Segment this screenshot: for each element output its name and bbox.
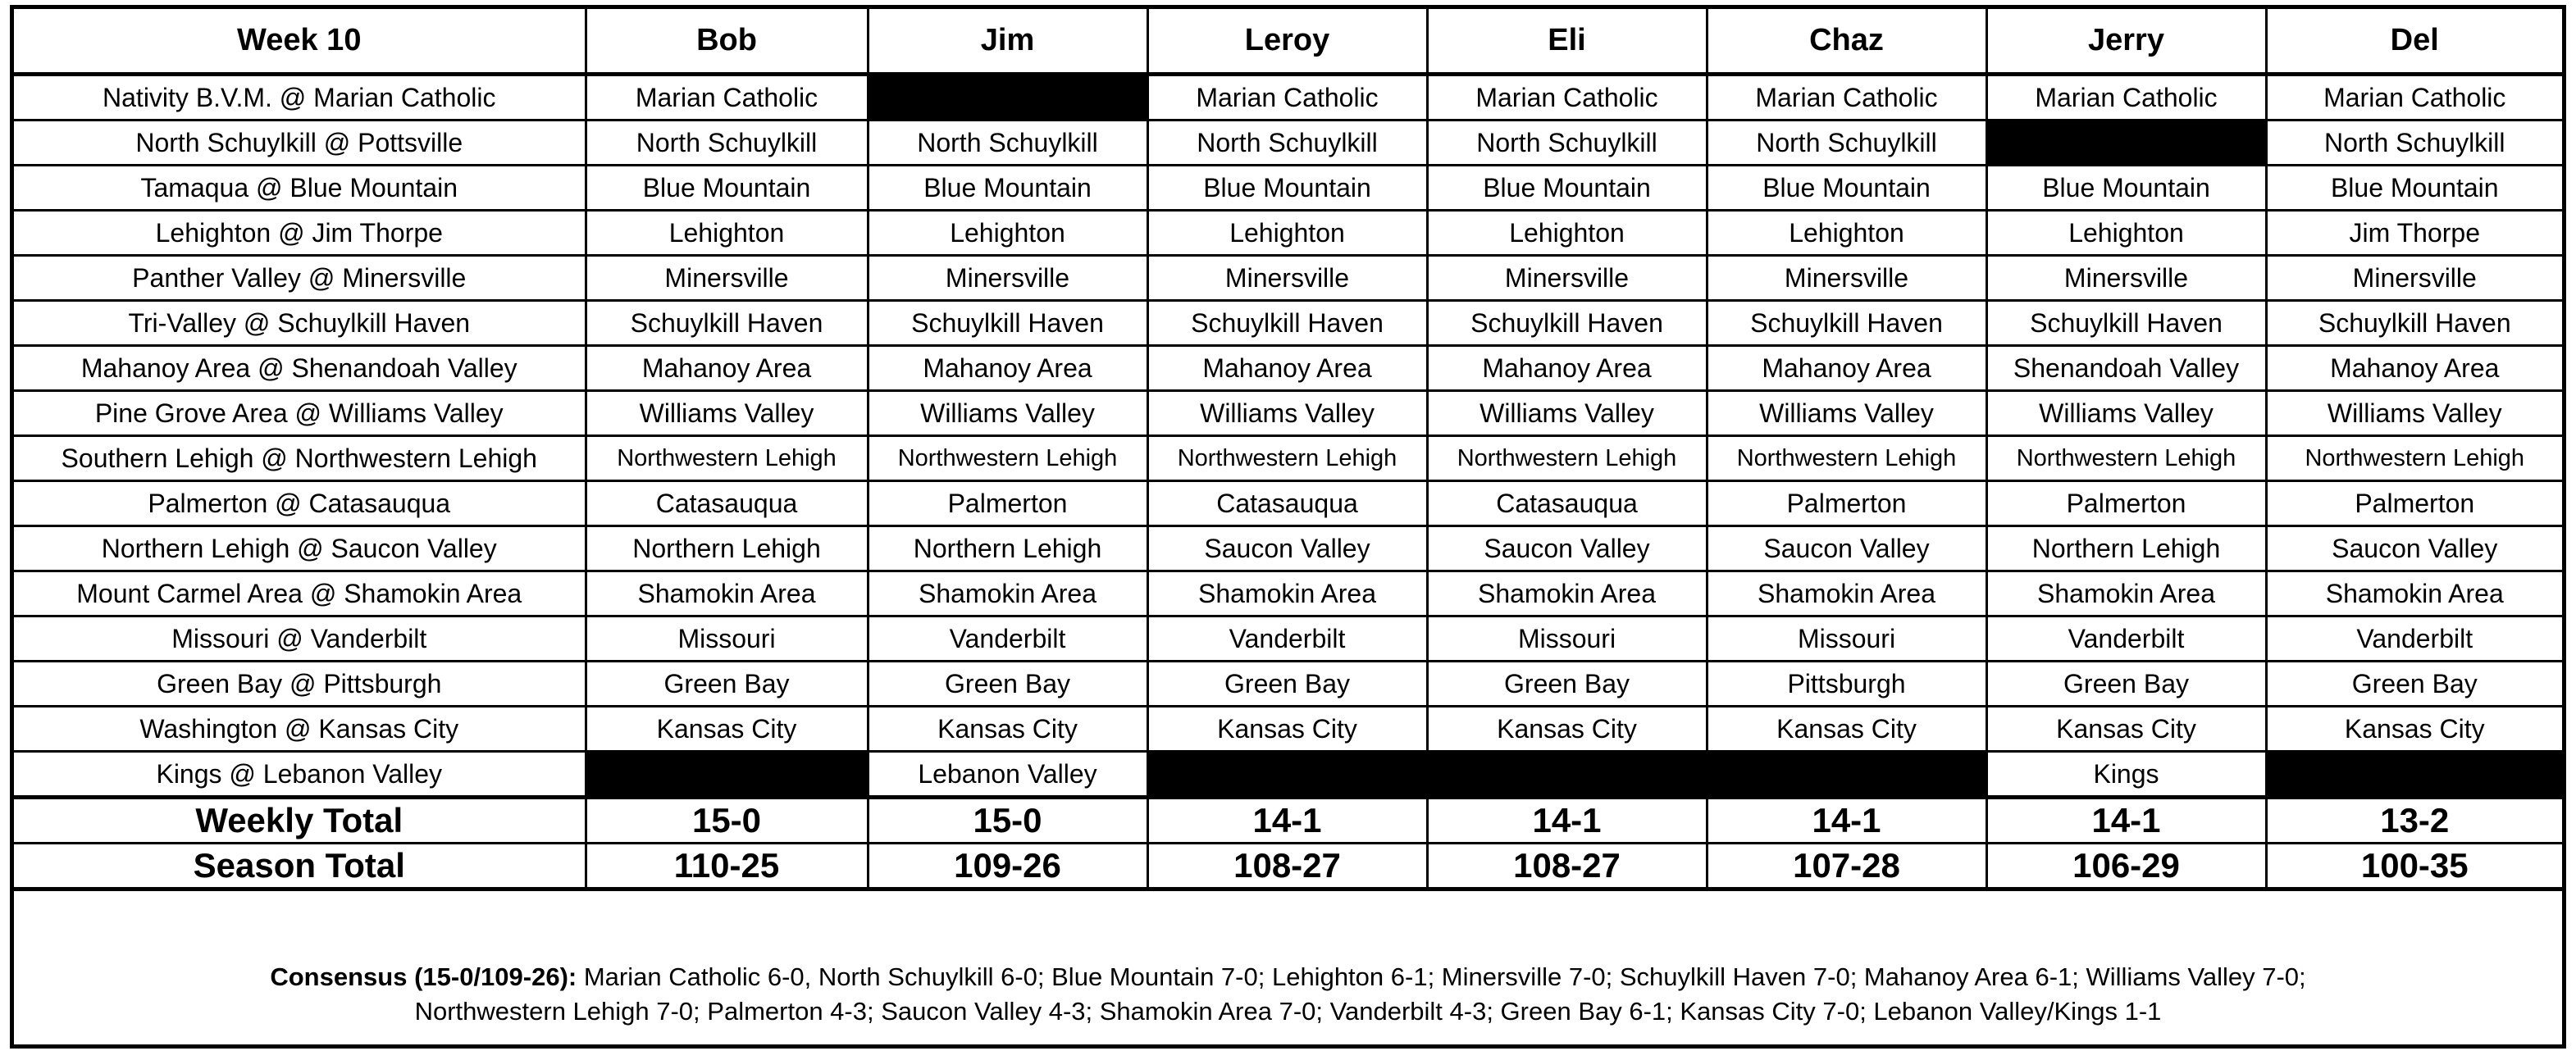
weekly-total-cell: 13-2 bbox=[2266, 798, 2562, 844]
pick-cell: North Schuylkill bbox=[1427, 121, 1707, 166]
game-row bbox=[14, 436, 2562, 481]
pick-cell: Schuylkill Haven bbox=[586, 301, 868, 346]
pick-cell: Saucon Valley bbox=[2266, 526, 2562, 571]
pick-cell: Williams Valley bbox=[1427, 391, 1707, 436]
pick-cell: Marian Catholic bbox=[1707, 75, 1986, 121]
consensus-box bbox=[14, 944, 2562, 1044]
pick-cell: Kansas City bbox=[1427, 707, 1707, 752]
picker-header: Bob bbox=[586, 9, 868, 75]
pick-cell: Kansas City bbox=[868, 707, 1147, 752]
picks-sheet bbox=[10, 5, 2566, 1049]
weekly-total-cell: 14-1 bbox=[1986, 798, 2266, 844]
consensus-text: Marian Catholic 6-0, North Schuylkill 6-0; Blue Mountain 7-0; Lehighton 6-1; Minersville 7-0; Schuylkill Haven 7-0; Mahanoy Area 6-1; Williams Valley 7-0; bbox=[583, 962, 2306, 991]
pick-cell: Saucon Valley bbox=[1427, 526, 1707, 571]
matchup-cell: North Schuylkill @ Pottsville bbox=[14, 121, 586, 166]
matchup-cell: Panther Valley @ Minersville bbox=[14, 256, 586, 301]
season-total-cell: 107-28 bbox=[1707, 844, 1986, 889]
season-total-cell: 110-25 bbox=[586, 844, 868, 889]
weekly-total-cell: 14-1 bbox=[1147, 798, 1427, 844]
pick-cell: Northwestern Lehigh bbox=[868, 436, 1147, 481]
pick-cell: Mahanoy Area bbox=[1707, 346, 1986, 391]
pick-cell: Northwestern Lehigh bbox=[1427, 436, 1707, 481]
pick-cell: Northern Lehigh bbox=[868, 526, 1147, 571]
game-row bbox=[14, 391, 2562, 436]
game-row bbox=[14, 481, 2562, 526]
matchup-cell: Mahanoy Area @ Shenandoah Valley bbox=[14, 346, 586, 391]
consensus-line-2: Northwestern Lehigh 7-0; Palmerton 4-3; Saucon Valley 4-3; Shamokin Area 7-0; Vanderbilt 4-3; Green Bay 6-1; Kansas City 7-0; Lebanon Valley/Kings 1-1 bbox=[414, 997, 2162, 1026]
picker-header: Chaz bbox=[1707, 9, 1986, 75]
picks-table bbox=[14, 9, 2562, 891]
season-total-row bbox=[14, 844, 2562, 889]
pick-cell: Williams Valley bbox=[586, 391, 868, 436]
pick-cell: Palmerton bbox=[1986, 481, 2266, 526]
pick-cell: Lehighton bbox=[586, 211, 868, 256]
pick-cell: Shamokin Area bbox=[586, 571, 868, 616]
pick-cell: Schuylkill Haven bbox=[1147, 301, 1427, 346]
game-row bbox=[14, 166, 2562, 211]
blacked-out-cell bbox=[1427, 752, 1707, 798]
game-row bbox=[14, 571, 2562, 616]
consensus-label: Consensus (15-0/109-26): bbox=[270, 962, 577, 991]
pick-cell: Kansas City bbox=[1147, 707, 1427, 752]
game-row bbox=[14, 662, 2562, 707]
weekly-total-cell: 14-1 bbox=[1427, 798, 1707, 844]
pick-cell: Kansas City bbox=[1986, 707, 2266, 752]
pick-cell: Minersville bbox=[1707, 256, 1986, 301]
pick-cell: Mahanoy Area bbox=[1427, 346, 1707, 391]
header-row bbox=[14, 9, 2562, 75]
season-total-cell: 108-27 bbox=[1147, 844, 1427, 889]
pick-cell: Vanderbilt bbox=[1147, 616, 1427, 662]
pick-cell: North Schuylkill bbox=[2266, 121, 2562, 166]
pick-cell: Blue Mountain bbox=[1707, 166, 1986, 211]
pick-cell: Marian Catholic bbox=[2266, 75, 2562, 121]
pick-cell: Schuylkill Haven bbox=[868, 301, 1147, 346]
consensus-line-1 bbox=[270, 960, 2305, 994]
pick-cell: Minersville bbox=[1986, 256, 2266, 301]
matchup-cell: Nativity B.V.M. @ Marian Catholic bbox=[14, 75, 586, 121]
season-total-cell: 109-26 bbox=[868, 844, 1147, 889]
pick-cell: North Schuylkill bbox=[868, 121, 1147, 166]
pick-cell: Vanderbilt bbox=[1986, 616, 2266, 662]
matchup-cell: Pine Grove Area @ Williams Valley bbox=[14, 391, 586, 436]
pick-cell: Pittsburgh bbox=[1707, 662, 1986, 707]
pick-cell: Green Bay bbox=[1427, 662, 1707, 707]
weekly-total-row bbox=[14, 798, 2562, 844]
pick-cell: North Schuylkill bbox=[1147, 121, 1427, 166]
pick-cell: Minersville bbox=[868, 256, 1147, 301]
pick-cell: Catasauqua bbox=[1427, 481, 1707, 526]
pick-cell: Shamokin Area bbox=[1147, 571, 1427, 616]
pick-cell: Shamokin Area bbox=[1427, 571, 1707, 616]
pick-cell: Kansas City bbox=[1707, 707, 1986, 752]
pick-cell: Williams Valley bbox=[1147, 391, 1427, 436]
pick-cell: Lehighton bbox=[1986, 211, 2266, 256]
pick-cell: Shamokin Area bbox=[1707, 571, 1986, 616]
pick-cell: Williams Valley bbox=[868, 391, 1147, 436]
blacked-out-cell bbox=[868, 75, 1147, 121]
pick-cell: Shenandoah Valley bbox=[1986, 346, 2266, 391]
picker-header: Jim bbox=[868, 9, 1147, 75]
pick-cell: Saucon Valley bbox=[1707, 526, 1986, 571]
pick-cell: Schuylkill Haven bbox=[1707, 301, 1986, 346]
season-total-label: Season Total bbox=[14, 844, 586, 889]
pick-cell: Blue Mountain bbox=[1147, 166, 1427, 211]
pick-cell: Williams Valley bbox=[1986, 391, 2266, 436]
pick-cell: Missouri bbox=[1707, 616, 1986, 662]
pick-cell: Northwestern Lehigh bbox=[1707, 436, 1986, 481]
blacked-out-cell bbox=[1986, 121, 2266, 166]
game-row bbox=[14, 256, 2562, 301]
pick-cell: Shamokin Area bbox=[2266, 571, 2562, 616]
matchup-cell: Southern Lehigh @ Northwestern Lehigh bbox=[14, 436, 586, 481]
matchup-cell: Tamaqua @ Blue Mountain bbox=[14, 166, 586, 211]
game-row bbox=[14, 707, 2562, 752]
pick-cell: Williams Valley bbox=[1707, 391, 1986, 436]
pick-cell: Missouri bbox=[1427, 616, 1707, 662]
picker-header: Eli bbox=[1427, 9, 1707, 75]
pick-cell: Mahanoy Area bbox=[586, 346, 868, 391]
weekly-total-cell: 15-0 bbox=[868, 798, 1147, 844]
matchup-cell: Mount Carmel Area @ Shamokin Area bbox=[14, 571, 586, 616]
pick-cell: Mahanoy Area bbox=[1147, 346, 1427, 391]
pick-cell: Blue Mountain bbox=[1986, 166, 2266, 211]
week-header: Week 10 bbox=[14, 9, 586, 75]
pick-cell: Palmerton bbox=[2266, 481, 2562, 526]
blacked-out-cell bbox=[1147, 752, 1427, 798]
picker-header: Del bbox=[2266, 9, 2562, 75]
pick-cell: Catasauqua bbox=[586, 481, 868, 526]
weekly-total-cell: 14-1 bbox=[1707, 798, 1986, 844]
pick-cell: Blue Mountain bbox=[2266, 166, 2562, 211]
pick-cell: Northern Lehigh bbox=[1986, 526, 2266, 571]
pick-cell: Williams Valley bbox=[2266, 391, 2562, 436]
pick-cell: Kansas City bbox=[2266, 707, 2562, 752]
pick-cell: Jim Thorpe bbox=[2266, 211, 2562, 256]
blacked-out-cell bbox=[1707, 752, 1986, 798]
game-row bbox=[14, 211, 2562, 256]
blacked-out-cell bbox=[586, 752, 868, 798]
pick-cell: Marian Catholic bbox=[586, 75, 868, 121]
pick-cell: Mahanoy Area bbox=[2266, 346, 2562, 391]
game-row bbox=[14, 301, 2562, 346]
matchup-cell: Missouri @ Vanderbilt bbox=[14, 616, 586, 662]
pick-cell: Lehighton bbox=[1147, 211, 1427, 256]
pick-cell: Minersville bbox=[1147, 256, 1427, 301]
pick-cell: North Schuylkill bbox=[1707, 121, 1986, 166]
pick-cell: Lebanon Valley bbox=[868, 752, 1147, 798]
season-total-cell: 108-27 bbox=[1427, 844, 1707, 889]
pick-cell: Marian Catholic bbox=[1147, 75, 1427, 121]
pick-cell: Lehighton bbox=[868, 211, 1147, 256]
weekly-total-cell: 15-0 bbox=[586, 798, 868, 844]
matchup-cell: Palmerton @ Catasauqua bbox=[14, 481, 586, 526]
pick-cell: Missouri bbox=[586, 616, 868, 662]
pick-cell: Minersville bbox=[1427, 256, 1707, 301]
pick-cell: Catasauqua bbox=[1147, 481, 1427, 526]
pick-cell: Green Bay bbox=[2266, 662, 2562, 707]
pick-cell: Lehighton bbox=[1427, 211, 1707, 256]
pick-cell: Marian Catholic bbox=[1986, 75, 2266, 121]
pick-cell: Blue Mountain bbox=[1427, 166, 1707, 211]
game-row bbox=[14, 346, 2562, 391]
pick-cell: Shamokin Area bbox=[868, 571, 1147, 616]
picker-header: Leroy bbox=[1147, 9, 1427, 75]
pick-cell: Northwestern Lehigh bbox=[2266, 436, 2562, 481]
pick-cell: Northwestern Lehigh bbox=[1147, 436, 1427, 481]
game-row bbox=[14, 121, 2562, 166]
matchup-cell: Kings @ Lebanon Valley bbox=[14, 752, 586, 798]
game-row bbox=[14, 752, 2562, 798]
pick-cell: Green Bay bbox=[586, 662, 868, 707]
pick-cell: Vanderbilt bbox=[2266, 616, 2562, 662]
weekly-total-label: Weekly Total bbox=[14, 798, 586, 844]
pick-cell: Schuylkill Haven bbox=[2266, 301, 2562, 346]
pick-cell: Northwestern Lehigh bbox=[1986, 436, 2266, 481]
pick-cell: Palmerton bbox=[868, 481, 1147, 526]
pick-cell: Blue Mountain bbox=[868, 166, 1147, 211]
pick-cell: North Schuylkill bbox=[586, 121, 868, 166]
game-row bbox=[14, 616, 2562, 662]
matchup-cell: Washington @ Kansas City bbox=[14, 707, 586, 752]
picker-header: Jerry bbox=[1986, 9, 2266, 75]
pick-cell: Kings bbox=[1986, 752, 2266, 798]
pick-cell: Vanderbilt bbox=[868, 616, 1147, 662]
pick-cell: Schuylkill Haven bbox=[1427, 301, 1707, 346]
pick-cell: Minersville bbox=[2266, 256, 2562, 301]
pick-cell: Marian Catholic bbox=[1427, 75, 1707, 121]
pick-cell: Palmerton bbox=[1707, 481, 1986, 526]
matchup-cell: Tri-Valley @ Schuylkill Haven bbox=[14, 301, 586, 346]
pick-cell: Shamokin Area bbox=[1986, 571, 2266, 616]
pick-cell: Kansas City bbox=[586, 707, 868, 752]
matchup-cell: Northern Lehigh @ Saucon Valley bbox=[14, 526, 586, 571]
pick-cell: Schuylkill Haven bbox=[1986, 301, 2266, 346]
season-total-cell: 106-29 bbox=[1986, 844, 2266, 889]
pick-cell: Northern Lehigh bbox=[586, 526, 868, 571]
pick-cell: Green Bay bbox=[1147, 662, 1427, 707]
pick-cell: Green Bay bbox=[868, 662, 1147, 707]
pick-cell: Saucon Valley bbox=[1147, 526, 1427, 571]
pick-cell: Mahanoy Area bbox=[868, 346, 1147, 391]
matchup-cell: Green Bay @ Pittsburgh bbox=[14, 662, 586, 707]
matchup-cell: Lehighton @ Jim Thorpe bbox=[14, 211, 586, 256]
pick-cell: Green Bay bbox=[1986, 662, 2266, 707]
game-row bbox=[14, 75, 2562, 121]
pick-cell: Northwestern Lehigh bbox=[586, 436, 868, 481]
pick-cell: Blue Mountain bbox=[586, 166, 868, 211]
pick-cell: Lehighton bbox=[1707, 211, 1986, 256]
game-row bbox=[14, 526, 2562, 571]
season-total-cell: 100-35 bbox=[2266, 844, 2562, 889]
pick-cell: Minersville bbox=[586, 256, 868, 301]
blacked-out-cell bbox=[2266, 752, 2562, 798]
